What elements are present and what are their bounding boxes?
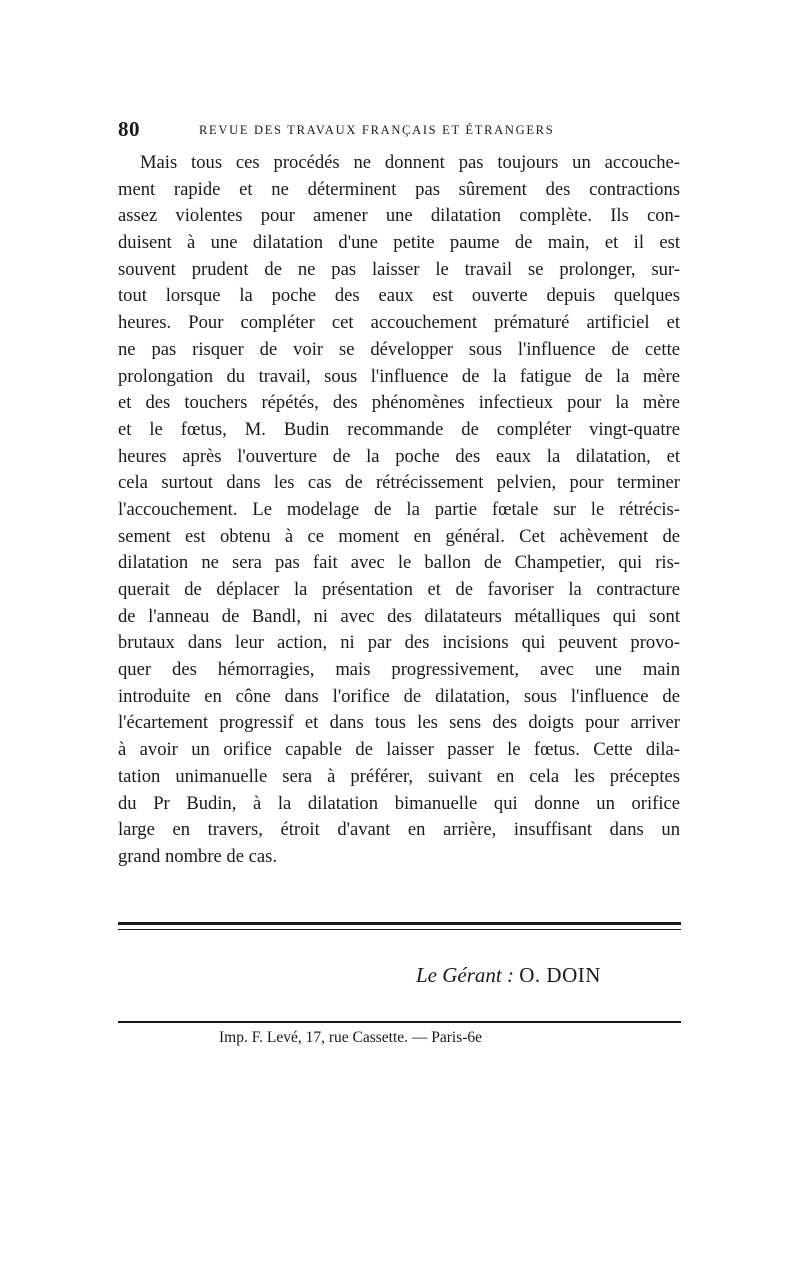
journal-title: REVUE DES TRAVAUX FRANÇAIS ET ÉTRANGERS xyxy=(199,123,555,137)
body-paragraph xyxy=(118,150,680,871)
text-line: ment rapide et ne déterminent pas sûrement des contractions xyxy=(118,178,680,200)
text-line: souvent prudent de ne pas laisser le travail se prolonger, sur- xyxy=(118,258,680,280)
text-line: sement est obtenu à ce moment en général. Cet achèvement de xyxy=(118,525,680,547)
text-line: brutaux dans leur action, ni par des incisions qui peuvent provo- xyxy=(118,632,680,654)
text-line: grand nombre de cas. xyxy=(118,845,278,867)
running-head xyxy=(118,116,680,142)
text-line: assez violentes pour amener une dilatation complète. Ils con- xyxy=(118,205,680,227)
text-line: de l'anneau de Bandl, ni avec des dilatateurs métalliques qui sont xyxy=(118,605,680,627)
text-line: l'accouchement. Le modelage de la partie fœtale sur le rétrécis- xyxy=(118,498,680,520)
text-line: prolongation du travail, sous l'influence de la fatigue de la mère xyxy=(118,365,680,387)
text-line: large en travers, étroit d'avant en arrière, insuffisant dans un xyxy=(118,819,680,841)
text-line: tout lorsque la poche des eaux est ouverte depuis quelques xyxy=(118,285,680,307)
text-line: querait de déplacer la présentation et de favoriser la contracture xyxy=(118,579,680,600)
text-line: heures. Pour compléter cet accouchement prématuré artificiel et xyxy=(118,312,680,334)
text-line: cela surtout dans les cas de rétrécissement pelvien, pour terminer xyxy=(118,472,680,494)
separator-rule-thick xyxy=(118,922,681,925)
text-line: Mais tous ces procédés ne donnent pas toujours un accouche- xyxy=(140,152,680,173)
text-line: dilatation ne sera pas fait avec le ballon de Champetier, qui ris- xyxy=(118,552,680,574)
text-line: quer des hémorragies, mais progressivement, avec une main xyxy=(118,659,680,681)
text-line: duisent à une dilatation d'une petite paume de main, et il est xyxy=(118,232,680,254)
printer-rule xyxy=(118,1021,681,1023)
text-line: et des touchers répétés, des phénomènes infectieux pour la mère xyxy=(118,392,680,414)
text-line: du Pr Budin, à la dilatation bimanuelle qui donne un orifice xyxy=(118,792,680,814)
separator-rule-thin xyxy=(118,929,681,930)
signature-role: Le Gérant : xyxy=(416,963,514,987)
text-line: ne pas risquer de voir se développer sous l'influence de cette xyxy=(118,338,680,360)
text-line: et le fœtus, M. Budin recommande de compléter vingt-quatre xyxy=(118,418,680,440)
page-number: 80 xyxy=(118,117,140,141)
text-line: introduite en cône dans l'orifice de dilatation, sous l'influence de xyxy=(118,685,680,707)
signature-line xyxy=(416,960,601,990)
text-line: heures après l'ouverture de la poche des eaux la dilatation, et xyxy=(118,445,680,467)
text-line: tation unimanuelle sera à préférer, suivant en cela les préceptes xyxy=(118,765,680,787)
text-line: l'écartement progressif et dans tous les sens des doigts pour arriver xyxy=(118,712,680,734)
printer-imprint: Imp. F. Levé, 17, rue Cassette. — Paris-6e xyxy=(219,1029,483,1046)
signature-name: O. DOIN xyxy=(519,963,601,987)
text-line: à avoir un orifice capable de laisser passer le fœtus. Cette dila- xyxy=(118,739,680,761)
